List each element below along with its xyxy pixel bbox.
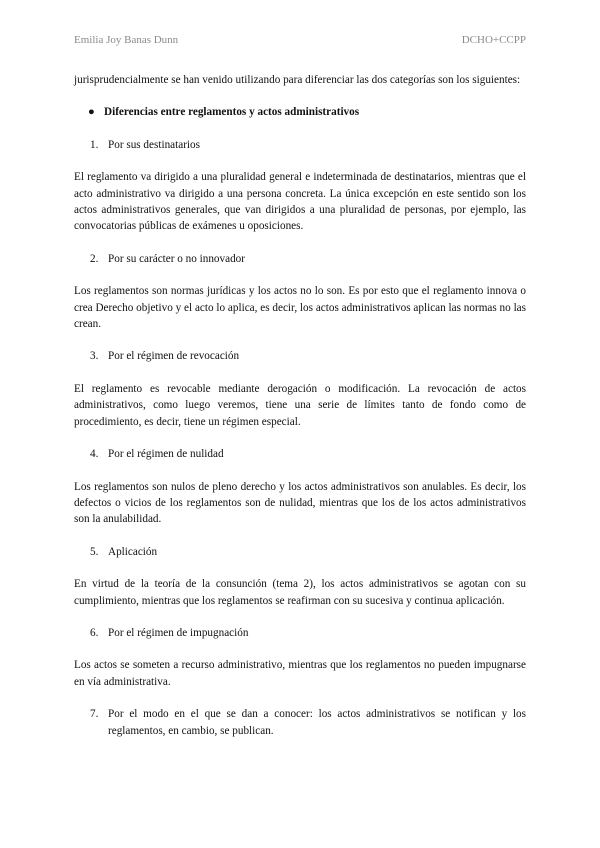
section-heading-1 <box>74 137 526 153</box>
section-number: 7. <box>90 708 99 721</box>
section-body-6: Los actos se someten a recurso administrativo, mientras que los reglamentos no pueden impugnarse en vía administrativa. <box>74 659 526 688</box>
section-number: 1. <box>90 138 99 151</box>
header-author: Emilia Joy Banas Dunn <box>74 34 179 46</box>
section-number: 4. <box>90 448 99 461</box>
section-title: Por el régimen de impugnación <box>108 626 249 639</box>
section-body-2: Los reglamentos son normas jurídicas y los actos no lo son. Es por esto que el reglamento innova o crea Derecho objetivo y el acto lo aplica, es decir, los actos administrativos aplican las normas no las crean. <box>74 285 526 331</box>
section-body-4: Los reglamentos son nulos de pleno derecho y los actos administrativos son anulables. Es decir, los defectos o vicios de los reglamentos son de nulidad, mientras que los de los actos administrativos son la anulabilidad. <box>74 480 526 526</box>
section-heading-5 <box>74 544 526 560</box>
section-heading-4 <box>74 446 526 462</box>
section-number: 6. <box>90 626 99 639</box>
section-number: 2. <box>90 252 99 265</box>
section-heading-2 <box>74 251 526 267</box>
section-title: Por su carácter o no innovador <box>108 252 246 265</box>
bullet-heading <box>74 104 526 120</box>
section-number: 3. <box>90 350 99 363</box>
section-heading-3 <box>74 348 526 364</box>
section-heading-6 <box>74 625 526 641</box>
document-body <box>74 72 526 755</box>
section-body-5: En virtud de la teoría de la consunción (tema 2), los actos administrativos se agotan con su cumplimiento, mientras que los reglamentos se reafirman con su sucesiva y continua aplicación. <box>74 578 526 607</box>
header-course: DCHO+CCPP <box>461 34 526 46</box>
intro-paragraph: jurisprudencialmente se han venido utilizando para diferenciar las dos categorías son los siguientes: <box>74 74 521 86</box>
bullet-dot-icon: ● <box>88 106 95 119</box>
section-item-7 <box>74 706 526 739</box>
section-number: 5. <box>90 545 99 558</box>
section-title: Por el régimen de nulidad <box>108 448 224 461</box>
section-body-3: El reglamento es revocable mediante derogación o modificación. La revocación de actos administrativos, como luego veremos, tiene una serie de límites tanto de fondo como de procedimiento, es decir, tiene un régimen especial. <box>74 382 526 428</box>
page-header <box>74 34 526 50</box>
section-title: Por el régimen de revocación <box>108 350 240 363</box>
section-title: Aplicación <box>108 545 158 558</box>
section-item-text: Por el modo en el que se dan a conocer: los actos administrativos se notifican y los reglamentos, en cambio, se publican. <box>108 708 526 737</box>
section-title: Por sus destinatarios <box>108 138 200 151</box>
bullet-heading-text: Diferencias entre reglamentos y actos administrativos <box>104 106 360 119</box>
section-body-1: El reglamento va dirigido a una pluralidad general e indeterminada de destinatarios, mientras que el acto administrativo va dirigido a una persona concreta. La única excepción en este sentido son los actos administrativos generales, que van dirigidos a una pluralidad de personas, por ejemplo, las convocatorias públicas de exámenes u oposiciones. <box>74 171 526 233</box>
